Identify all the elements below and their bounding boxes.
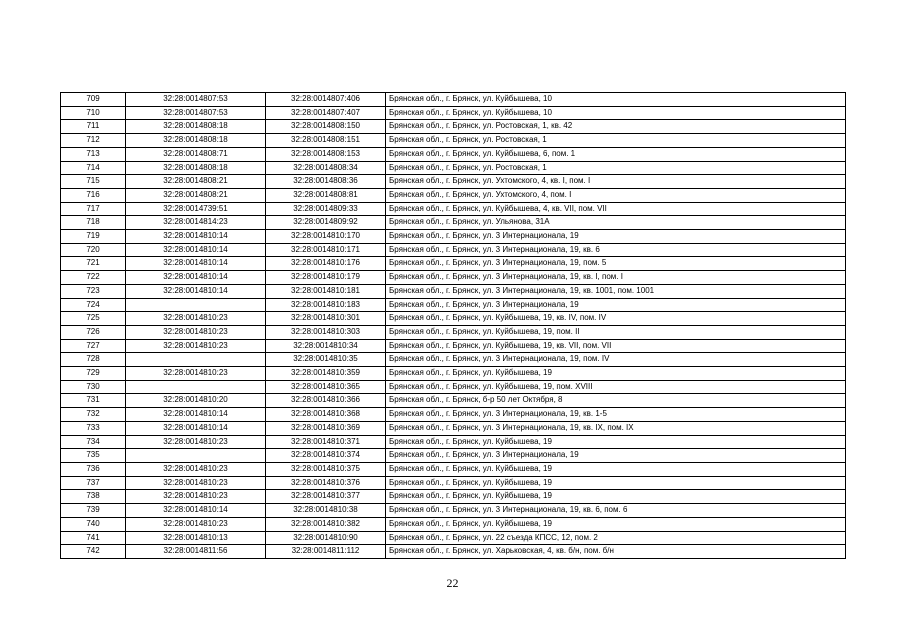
cadastral-quarter-cell: 32:28:0014808:18 [126,161,266,175]
cadastral-quarter-cell: 32:28:0014811:56 [126,545,266,559]
address-cell: Брянская обл., г. Брянск, ул. Куйбышева, 4, кв. VII, пом. VII [386,202,846,216]
cadastral-number-cell: 32:28:0014810:179 [266,271,386,285]
row-number-cell: 735 [61,449,126,463]
cadastral-quarter-cell: 32:28:0014810:23 [126,325,266,339]
address-cell: Брянская обл., г. Брянск, ул. 3 Интернационала, 19, кв. I, пом. I [386,271,846,285]
cadastral-quarter-cell: 32:28:0014810:23 [126,476,266,490]
cadastral-quarter-cell: 32:28:0014810:23 [126,462,266,476]
row-number-cell: 718 [61,216,126,230]
row-number-cell: 724 [61,298,126,312]
cadastral-quarter-cell: 32:28:0014808:21 [126,175,266,189]
registry-table-body [61,93,846,559]
cadastral-number-cell: 32:28:0014810:35 [266,353,386,367]
table-row [61,230,846,244]
cadastral-quarter-cell: 32:28:0014810:23 [126,490,266,504]
cadastral-number-cell: 32:28:0014810:368 [266,408,386,422]
table-row [61,120,846,134]
cadastral-quarter-cell: 32:28:0014810:23 [126,517,266,531]
address-cell: Брянская обл., г. Брянск, ул. Харьковская, 4, кв. б/н, пом. б/н [386,545,846,559]
table-row [61,531,846,545]
cadastral-quarter-cell: 32:28:0014810:13 [126,531,266,545]
row-number-cell: 721 [61,257,126,271]
page-number: 22 [446,576,459,590]
row-number-cell: 731 [61,394,126,408]
table-row [61,435,846,449]
cadastral-number-cell: 32:28:0014810:382 [266,517,386,531]
registry-table [60,92,846,559]
cadastral-quarter-cell: 32:28:0014808:18 [126,120,266,134]
cadastral-number-cell: 32:28:0014810:90 [266,531,386,545]
cadastral-number-cell: 32:28:0014810:369 [266,421,386,435]
address-cell: Брянская обл., г. Брянск, ул. 3 Интернационала, 19, кв. 1-5 [386,408,846,422]
cadastral-number-cell: 32:28:0014807:406 [266,93,386,107]
table-row [61,421,846,435]
table-row [61,517,846,531]
cadastral-number-cell: 32:28:0014810:366 [266,394,386,408]
address-cell: Брянская обл., г. Брянск, ул. Ростовская, 1 [386,134,846,148]
table-row [61,504,846,518]
cadastral-number-cell: 32:28:0014809:33 [266,202,386,216]
table-row [61,202,846,216]
cadastral-number-cell: 32:28:0014810:34 [266,339,386,353]
cadastral-number-cell: 32:28:0014809:92 [266,216,386,230]
cadastral-number-cell: 32:28:0014808:153 [266,147,386,161]
table-row [61,380,846,394]
cadastral-quarter-cell [126,298,266,312]
cadastral-quarter-cell [126,380,266,394]
row-number-cell: 715 [61,175,126,189]
address-cell: Брянская обл., г. Брянск, ул. Куйбышева, 19, кв. VII, пом. VII [386,339,846,353]
address-cell: Брянская обл., г. Брянск, ул. 3 Интернационала, 19, кв. 6 [386,243,846,257]
cadastral-quarter-cell: 32:28:0014807:53 [126,106,266,120]
cadastral-quarter-cell: 32:28:0014814:23 [126,216,266,230]
address-cell: Брянская обл., г. Брянск, ул. 3 Интернационала, 19, кв. 6, пом. 6 [386,504,846,518]
row-number-cell: 711 [61,120,126,134]
row-number-cell: 741 [61,531,126,545]
row-number-cell: 720 [61,243,126,257]
table-row [61,257,846,271]
address-cell: Брянская обл., г. Брянск, ул. 3 Интернационала, 19, кв. IX, пом. IX [386,421,846,435]
row-number-cell: 726 [61,325,126,339]
table-row [61,284,846,298]
cadastral-number-cell: 32:28:0014810:365 [266,380,386,394]
cadastral-quarter-cell: 32:28:0014810:14 [126,284,266,298]
row-number-cell: 734 [61,435,126,449]
cadastral-quarter-cell: 32:28:0014808:18 [126,134,266,148]
cadastral-quarter-cell: 32:28:0014810:14 [126,421,266,435]
row-number-cell: 728 [61,353,126,367]
table-row [61,106,846,120]
row-number-cell: 713 [61,147,126,161]
address-cell: Брянская обл., г. Брянск, ул. Ростовская, 1 [386,161,846,175]
cadastral-number-cell: 32:28:0014808:151 [266,134,386,148]
cadastral-number-cell: 32:28:0014810:181 [266,284,386,298]
cadastral-number-cell: 32:28:0014808:81 [266,188,386,202]
table-row [61,161,846,175]
cadastral-quarter-cell: 32:28:0014810:23 [126,435,266,449]
address-cell: Брянская обл., г. Брянск, ул. Куйбышева, 19 [386,462,846,476]
cadastral-quarter-cell: 32:28:0014810:14 [126,504,266,518]
cadastral-quarter-cell: 32:28:0014808:21 [126,188,266,202]
address-cell: Брянская обл., г. Брянск, ул. 3 Интернационала, 19, кв. 1001, пом. 1001 [386,284,846,298]
cadastral-number-cell: 32:28:0014810:371 [266,435,386,449]
cadastral-number-cell: 32:28:0014810:38 [266,504,386,518]
table-row [61,298,846,312]
cadastral-quarter-cell: 32:28:0014739:51 [126,202,266,216]
table-row [61,367,846,381]
table-row [61,188,846,202]
row-number-cell: 709 [61,93,126,107]
cadastral-quarter-cell [126,353,266,367]
address-cell: Брянская обл., г. Брянск, ул. Ульянова, 31А [386,216,846,230]
row-number-cell: 733 [61,421,126,435]
row-number-cell: 729 [61,367,126,381]
table-row [61,394,846,408]
address-cell: Брянская обл., г. Брянск, ул. 3 Интернационала, 19, пом. IV [386,353,846,367]
row-number-cell: 732 [61,408,126,422]
cadastral-number-cell: 32:28:0014810:377 [266,490,386,504]
cadastral-quarter-cell: 32:28:0014810:14 [126,257,266,271]
cadastral-quarter-cell: 32:28:0014810:14 [126,408,266,422]
row-number-cell: 712 [61,134,126,148]
table-row [61,93,846,107]
address-cell: Брянская обл., г. Брянск, ул. Куйбышева, 10 [386,93,846,107]
table-row [61,545,846,559]
table-row [61,490,846,504]
table-row [61,339,846,353]
table-row [61,476,846,490]
cadastral-quarter-cell: 32:28:0014808:71 [126,147,266,161]
cadastral-quarter-cell: 32:28:0014810:23 [126,312,266,326]
cadastral-number-cell: 32:28:0014810:359 [266,367,386,381]
cadastral-quarter-cell: 32:28:0014810:23 [126,367,266,381]
table-row [61,408,846,422]
address-cell: Брянская обл., г. Брянск, ул. 3 Интернационала, 19, пом. 5 [386,257,846,271]
row-number-cell: 737 [61,476,126,490]
row-number-cell: 725 [61,312,126,326]
cadastral-number-cell: 32:28:0014810:376 [266,476,386,490]
table-row [61,312,846,326]
row-number-cell: 723 [61,284,126,298]
address-cell: Брянская обл., г. Брянск, ул. Куйбышева, 6, пом. 1 [386,147,846,161]
cadastral-quarter-cell: 32:28:0014810:14 [126,271,266,285]
cadastral-number-cell: 32:28:0014810:374 [266,449,386,463]
row-number-cell: 719 [61,230,126,244]
cadastral-number-cell: 32:28:0014810:303 [266,325,386,339]
table-row [61,325,846,339]
address-cell: Брянская обл., г. Брянск, ул. Ухтомского, 4, пом. I [386,188,846,202]
address-cell: Брянская обл., г. Брянск, ул. Куйбышева, 19, кв. IV, пом. IV [386,312,846,326]
row-number-cell: 738 [61,490,126,504]
table-row [61,243,846,257]
address-cell: Брянская обл., г. Брянск, ул. Куйбышева, 19 [386,435,846,449]
cadastral-quarter-cell: 32:28:0014810:14 [126,243,266,257]
address-cell: Брянская обл., г. Брянск, ул. Куйбышева, 19, пом. XVIII [386,380,846,394]
table-row [61,216,846,230]
address-cell: Брянская обл., г. Брянск, ул. 3 Интернационала, 19 [386,298,846,312]
row-number-cell: 739 [61,504,126,518]
row-number-cell: 716 [61,188,126,202]
address-cell: Брянская обл., г. Брянск, ул. Куйбышева, 10 [386,106,846,120]
cadastral-number-cell: 32:28:0014810:176 [266,257,386,271]
cadastral-quarter-cell: 32:28:0014807:53 [126,93,266,107]
cadastral-number-cell: 32:28:0014810:301 [266,312,386,326]
table-row [61,134,846,148]
table-row [61,353,846,367]
cadastral-number-cell: 32:28:0014807:407 [266,106,386,120]
row-number-cell: 742 [61,545,126,559]
cadastral-number-cell: 32:28:0014810:171 [266,243,386,257]
row-number-cell: 710 [61,106,126,120]
row-number-cell: 714 [61,161,126,175]
row-number-cell: 730 [61,380,126,394]
address-cell: Брянская обл., г. Брянск, ул. 3 Интернационала, 19 [386,230,846,244]
cadastral-number-cell: 32:28:0014808:34 [266,161,386,175]
row-number-cell: 722 [61,271,126,285]
row-number-cell: 727 [61,339,126,353]
table-row [61,147,846,161]
table-row [61,449,846,463]
table-row [61,462,846,476]
address-cell: Брянская обл., г. Брянск, ул. 22 съезда КПСС, 12, пом. 2 [386,531,846,545]
row-number-cell: 736 [61,462,126,476]
address-cell: Брянская обл., г. Брянск, ул. Куйбышева, 19 [386,476,846,490]
cadastral-number-cell: 32:28:0014808:150 [266,120,386,134]
address-cell: Брянская обл., г. Брянск, ул. Куйбышева, 19 [386,490,846,504]
address-cell: Брянская обл., г. Брянск, ул. Куйбышева, 19 [386,367,846,381]
address-cell: Брянская обл., г. Брянск, ул. Ухтомского, 4, кв. I, пом. I [386,175,846,189]
address-cell: Брянская обл., г. Брянск, ул. Куйбышева, 19, пом. II [386,325,846,339]
cadastral-quarter-cell: 32:28:0014810:14 [126,230,266,244]
table-row [61,271,846,285]
address-cell: Брянская обл., г. Брянск, ул. Куйбышева, 19 [386,517,846,531]
row-number-cell: 717 [61,202,126,216]
cadastral-quarter-cell: 32:28:0014810:20 [126,394,266,408]
address-cell: Брянская обл., г. Брянск, ул. 3 Интернационала, 19 [386,449,846,463]
cadastral-number-cell: 32:28:0014811:112 [266,545,386,559]
cadastral-number-cell: 32:28:0014808:36 [266,175,386,189]
cadastral-quarter-cell [126,449,266,463]
address-cell: Брянская обл., г. Брянск, б-р 50 лет Октября, 8 [386,394,846,408]
address-cell: Брянская обл., г. Брянск, ул. Ростовская, 1, кв. 42 [386,120,846,134]
cadastral-number-cell: 32:28:0014810:183 [266,298,386,312]
cadastral-number-cell: 32:28:0014810:170 [266,230,386,244]
cadastral-quarter-cell: 32:28:0014810:23 [126,339,266,353]
cadastral-number-cell: 32:28:0014810:375 [266,462,386,476]
table-row [61,175,846,189]
row-number-cell: 740 [61,517,126,531]
